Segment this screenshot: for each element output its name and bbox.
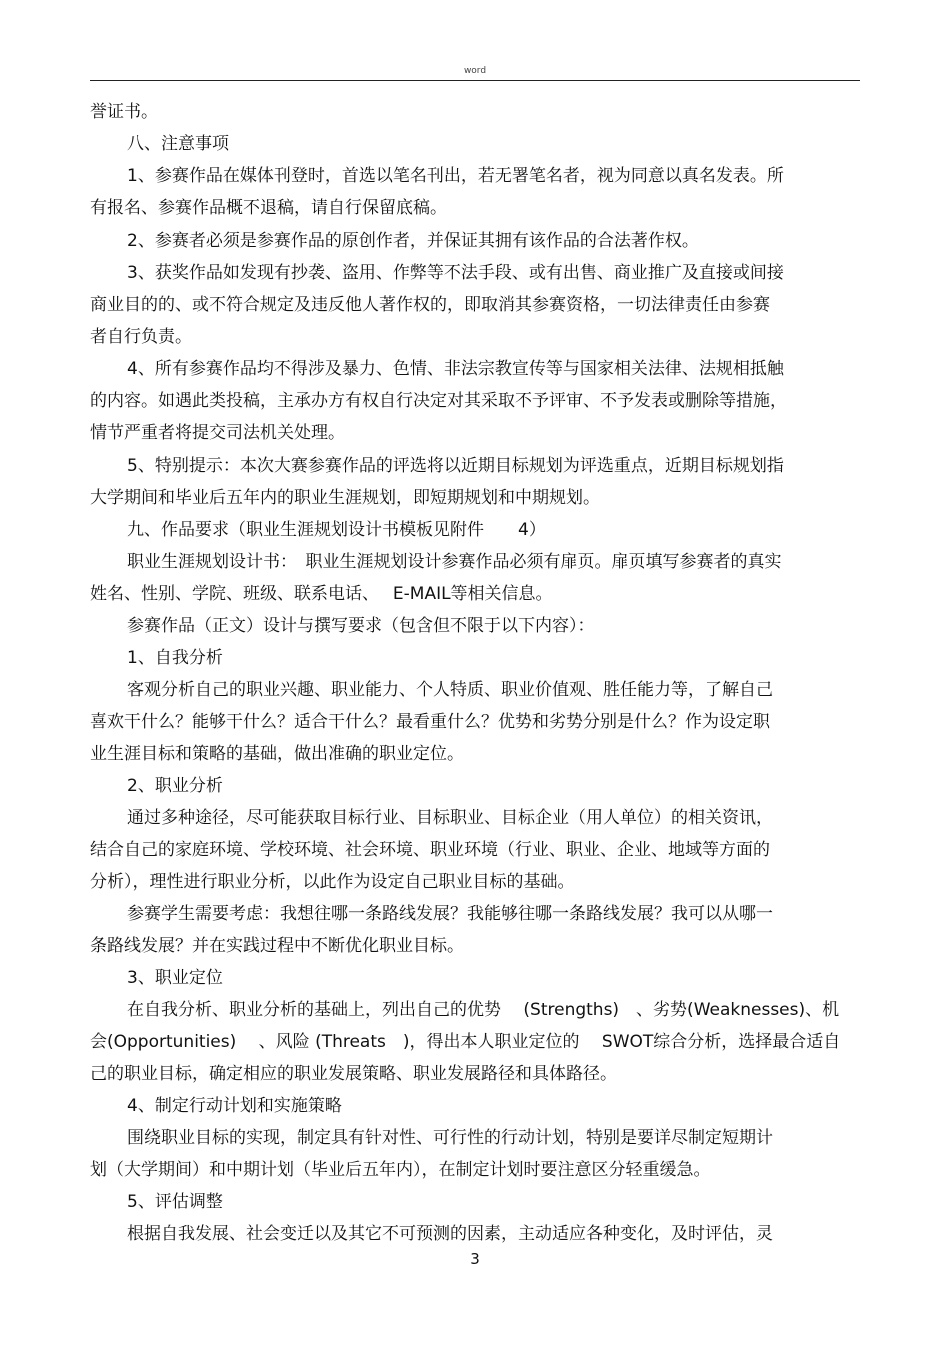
header-label: word: [463, 66, 487, 76]
subsection-heading: 3、职业定位: [127, 968, 223, 988]
text-line: 业生涯目标和策略的基础，做出准确的职业定位。: [90, 744, 464, 764]
text-line: 通过多种途径，尽可能获取目标行业、目标职业、目标企业（用人单位）的相关资讯，: [127, 808, 773, 828]
text-line: 商业目的的、或不符合规定及违反他人著作权的，即取消其参赛资格，一切法律责任由参赛: [90, 295, 770, 315]
text-line: 职业生涯规划设计书： 职业生涯规划设计参赛作品必须有扉页。扉页填写参赛者的真实: [127, 552, 782, 572]
text-line: 结合自己的家庭环境、学校环境、社会环境、职业环境（行业、职业、企业、地域等方面的: [90, 840, 770, 860]
text-line: 的内容。如遇此类投稿，主承办方有权自行决定对其采取不予评审、不予发表或删除等措施，: [90, 391, 787, 411]
subsection-heading: 1、自我分析: [127, 648, 223, 668]
section-heading: 八、注意事项: [127, 134, 229, 154]
text-line: 4、所有参赛作品均不得涉及暴力、色情、非法宗教宣传等与国家相关法律、法规相抵触: [127, 359, 784, 379]
text-line: 者自行负责。: [90, 327, 192, 347]
text-line: 在自我分析、职业分析的基础上，列出自己的优势 (Strengths) 、劣势(Weaknesses)、机: [127, 1000, 840, 1020]
text-line: 客观分析自己的职业兴趣、职业能力、个人特质、职业价值观、胜任能力等，了解自己: [127, 680, 773, 700]
text-line: 姓名、性别、学院、班级、联系电话、 E-MAIL等相关信息。: [90, 584, 553, 604]
section-heading: 九、作品要求（职业生涯规划设计书模板见附件 4）: [127, 520, 546, 540]
text-line: 己的职业目标，确定相应的职业发展策略、职业发展路径和具体路径。: [90, 1064, 617, 1084]
text-line: 誉证书。: [90, 102, 158, 122]
text-line: 划（大学期间）和中期计划（毕业后五年内），在制定计划时要注意区分轻重缓急。: [90, 1160, 711, 1180]
text-line: 条路线发展？并在实践过程中不断优化职业目标。: [90, 936, 464, 956]
text-line: 5、特别提示：本次大赛参赛作品的评选将以近期目标规划为评选重点，近期目标规划指: [127, 456, 784, 476]
text-line: 会(Opportunities) 、风险 (Threats )，得出本人职业定位的 SWOT综合分析，选择最合适自: [90, 1032, 841, 1052]
text-line: 喜欢干什么？能够干什么？适合干什么？最看重什么？优势和劣势分别是什么？作为设定职: [90, 712, 770, 732]
header-rule: [90, 80, 860, 81]
text-line: 分析），理性进行职业分析，以此作为设定自己职业目标的基础。: [90, 872, 575, 892]
text-line: 有报名、参赛作品概不退稿，请自行保留底稿。: [90, 198, 447, 218]
subsection-heading: 5、评估调整: [127, 1192, 223, 1212]
page-number: 3: [470, 1250, 480, 1268]
subsection-heading: 4、制定行动计划和实施策略: [127, 1096, 342, 1116]
subsection-heading: 2、职业分析: [127, 776, 223, 796]
text-line: 3、获奖作品如发现有抄袭、盗用、作弊等不法手段、或有出售、商业推广及直接或间接: [127, 263, 784, 283]
text-line: 参赛学生需要考虑：我想往哪一条路线发展？我能够往哪一条路线发展？我可以从哪一: [127, 904, 773, 924]
text-line: 2、参赛者必须是参赛作品的原创作者，并保证其拥有该作品的合法著作权。: [127, 231, 699, 251]
text-line: 情节严重者将提交司法机关处理。: [90, 423, 345, 443]
text-line: 参赛作品（正文）设计与撰写要求（包含但不限于以下内容）：: [127, 616, 595, 636]
text-line: 根据自我发展、社会变迁以及其它不可预测的因素，主动适应各种变化，及时评估，灵: [127, 1224, 773, 1244]
text-line: 大学期间和毕业后五年内的职业生涯规划，即短期规划和中期规划。: [90, 488, 600, 508]
text-line: 围绕职业目标的实现，制定具有针对性、可行性的行动计划，特别是要详尽制定短期计: [127, 1128, 773, 1148]
text-line: 1、参赛作品在媒体刊登时，首选以笔名刊出，若无署笔名者，视为同意以真名发表。所: [127, 166, 784, 186]
